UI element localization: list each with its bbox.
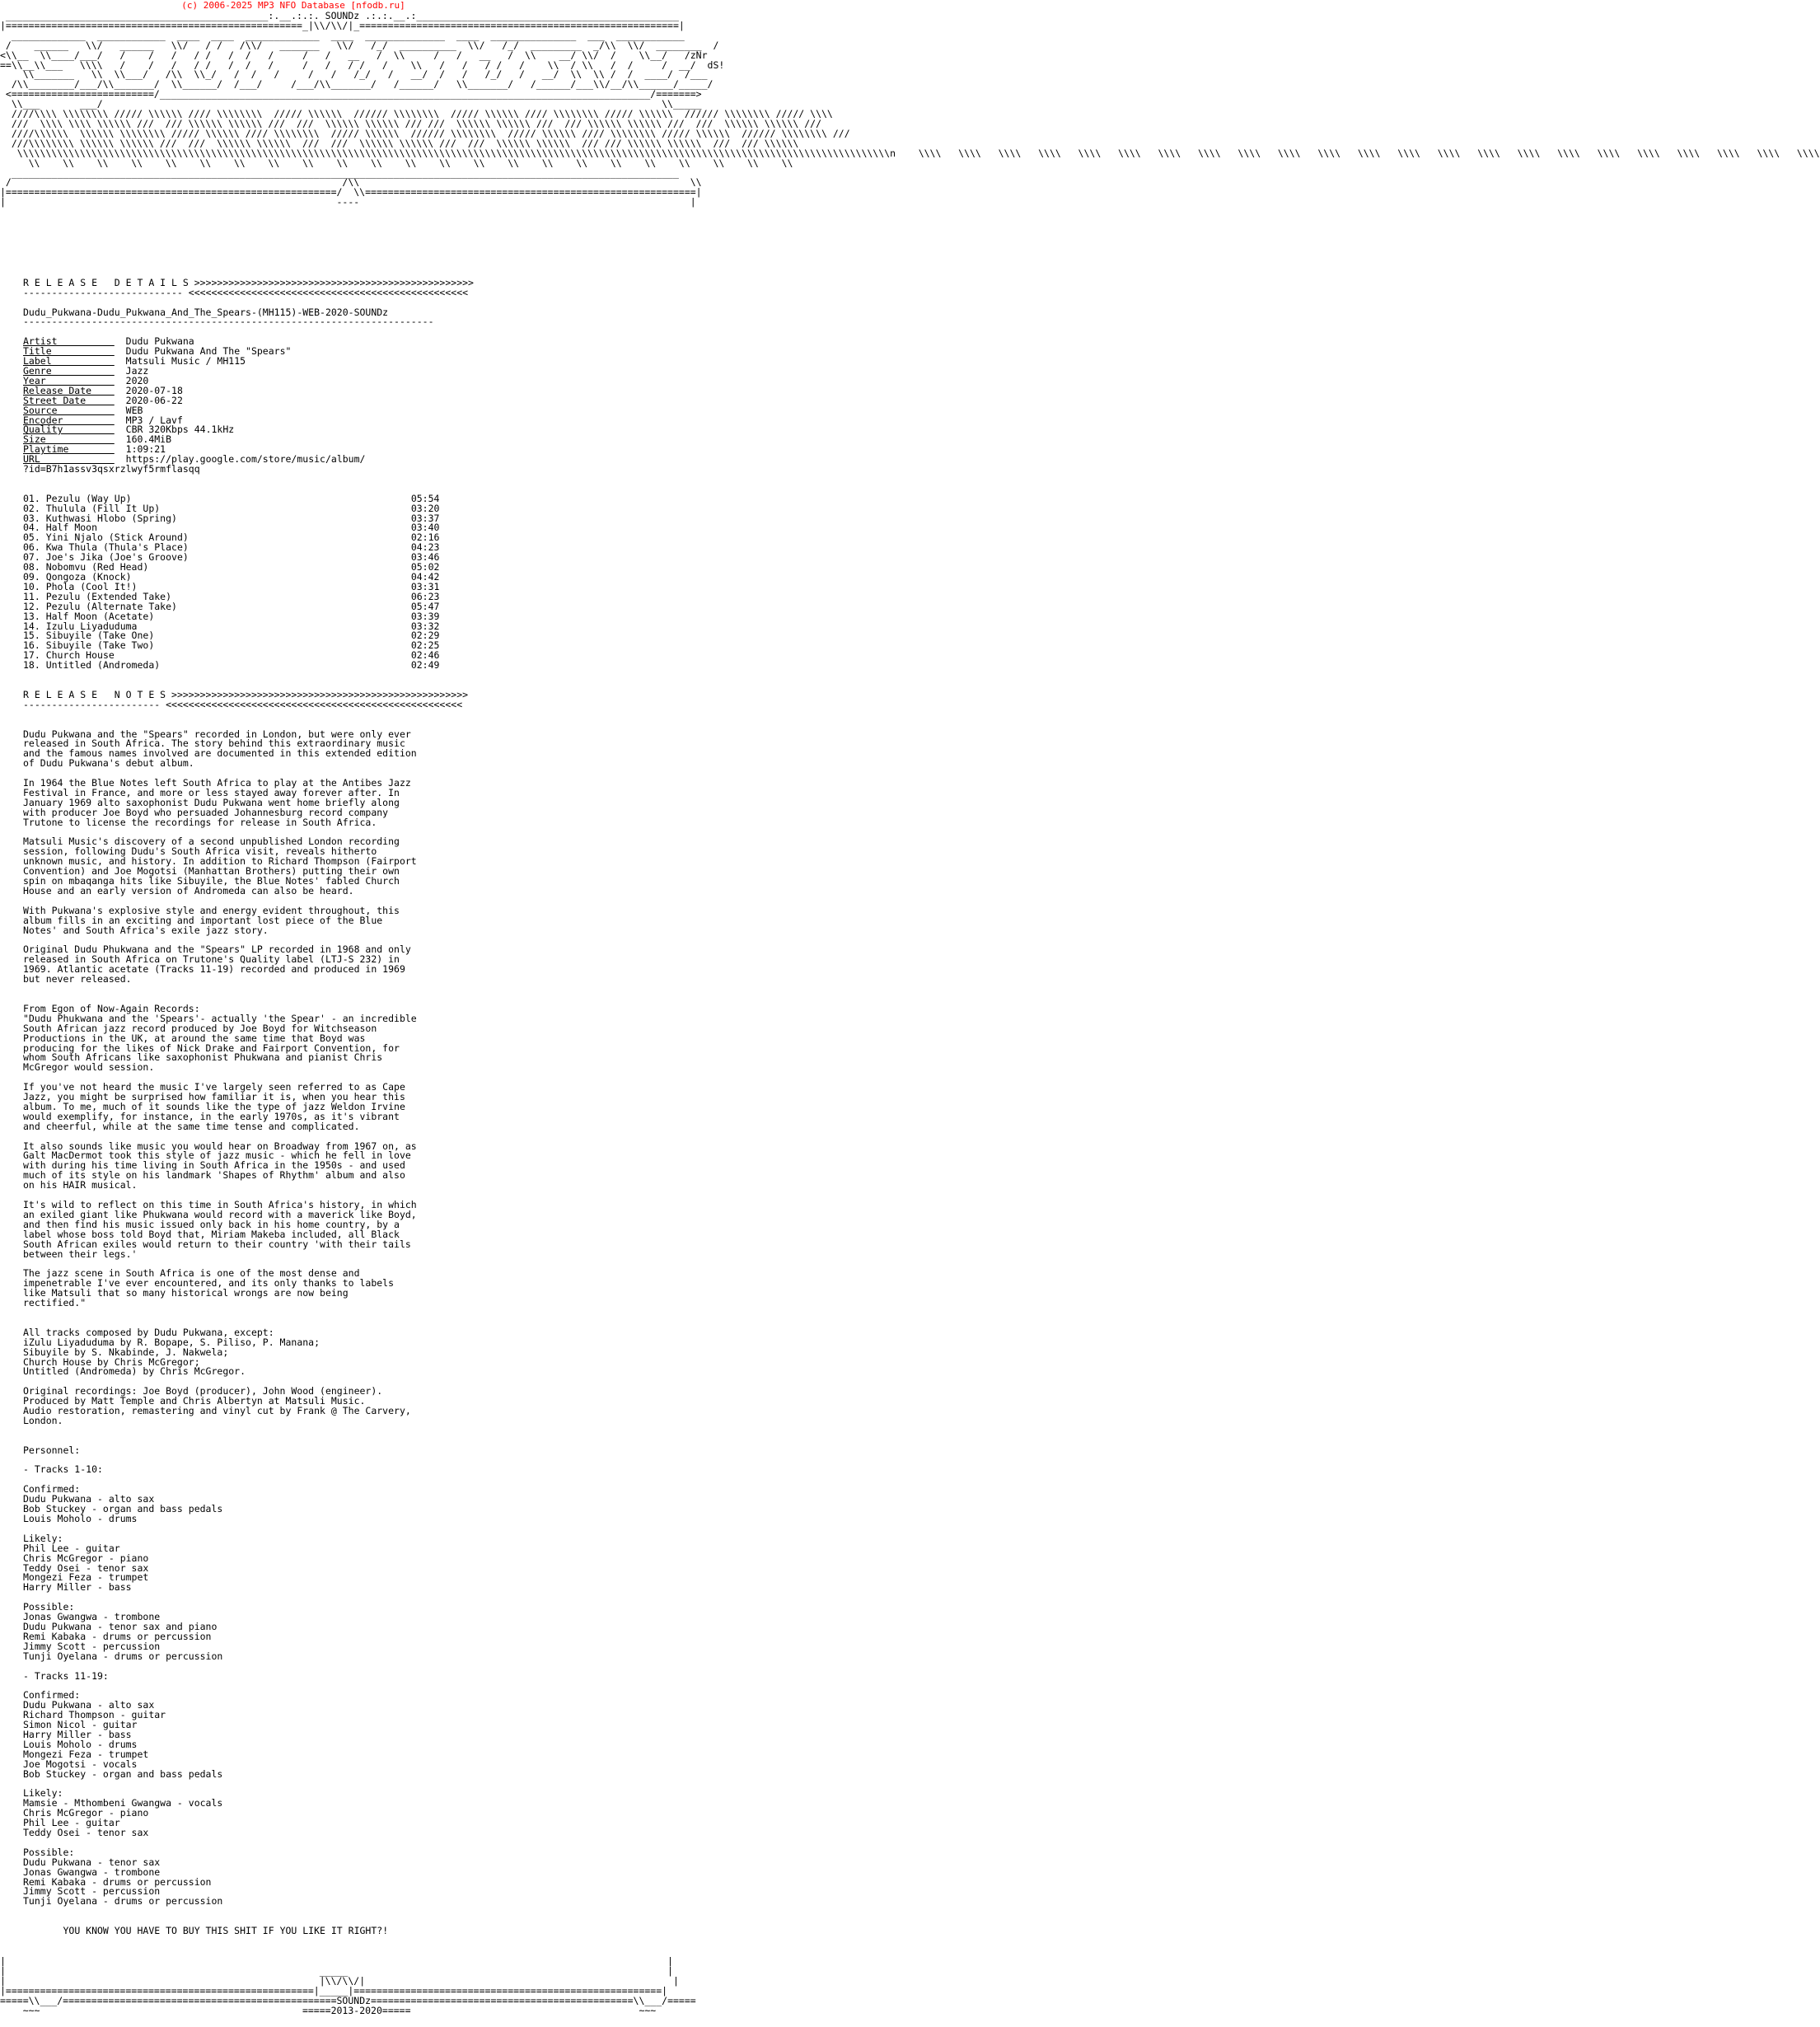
track-time: 02:49	[410, 659, 440, 672]
detail-value-url: https://play.google.com/store/music/album/ ?id=B7h1assv3qsxrzlwyf5rmflasqq	[23, 453, 366, 475]
track-number: 18.	[23, 659, 46, 672]
details-heading-arrows: >>>>>>>>>>>>>>>>>>>>>>>>>>>>>>>>>>>>>>>>>>>>>>>>>	[194, 276, 474, 288]
notes-heading-arrows-back: <<<<<<<<<<<<<<<<<<<<<<<<<<<<<<<<<<<<<<<<<<<<<<<<<<<<	[166, 698, 463, 710]
track-number: 09.	[23, 571, 46, 583]
track-time: 02:46	[410, 649, 440, 662]
track-time: 03:46	[410, 551, 440, 564]
detail-label-url: URL	[23, 453, 115, 466]
track-time: 05:47	[410, 600, 440, 612]
track-title: Phola (Cool It!)	[45, 580, 411, 592]
nfo-release-text: R E L E A S E D E T A I L S >>>>>>>>>>>>>>>>>>>>>>>>>>>>>>>>>>>>>>>>>>>>>>>>> ---------------------------- <<<<<<<<<<<<<<<<<<<<<<<<<<<<<<<<<<<<<<<<<<<<<<<<< Dudu_Pukwana-Dudu_Pukwana_And_The_Spears-(MH115)-WEB-2020-SOUNDz ------------------------------------------------------------------------ Artist Dudu Pukwana Title Dudu Pukwana And The "Spears" Label Matsuli Music / MH115 Genre Jazz Year 2020 Release Date 2020-07-18 Street Date 2020-06-22 Source WEB Encoder MP3 / Lavf Quality CBR 320Kbps 44.1kHz Size 160.4MiB Playtime 1:09:21 URL https://play.google.com/store/music/album/ ?id=B7h1assv3qsxrzlwyf5rmflasqq 01. Pezulu (Way Up) 05:54 02. Thulula (Fill It Up) 03:20 03. Kuthwasi Hlobo (Spring) 03:37 04. Half Moon 03:40 05. Yini Njalo (Stick Around) 02:16 06. Kwa Thula (Thula's Place) 04:23 07. Joe's Jika (Joe's Groove) 03:46 08. Nobomvu (Red Head) 05:02 09. Qongoza (Knock) 04:42 10. Phola (Cool It!) 03:31 11. Pezulu (Extended Take) 06:23 12. Pezulu (Alternate Take) 05:47 13. Half Moon (Acetate) 03:39 14. Izulu Liyaduduma 03:32 15. Sibuyile (Take One) 02:29 16. Sibuyile (Take Two) 02:25 17. Church House 02:46 18. Untitled (Andromeda) 02:49 R E L E A S E N O T E S >>>>>>>>>>>>>>>>>>>>>>>>>>>>>>>>>>>>>>>>>>>>>>>>>>>> ------------------------ <<<<<<<<<<<<<<<<<<<<<<<<<<<<<<<<<<<<<<<<<<<<<<<<<<<< Dudu Pukwana and the "Spears" recorded in London, but were only ever released in South Africa. The story behind this extraordinary music and the famous names involved are documented in this extended edition of Dudu Pukwana's debut album. In 1964 the Blue Notes left South Africa to play at the Antibes Jazz Festival in France, and more or less stayed away forever after. In January 1969 alto saxophonist Dudu Pukwana went home briefly along with producer Joe Boyd who persuaded Johannesburg record company Trutone to license the recordings for release in South Africa. Matsuli Music's discovery of a second unpublished London recording session, following Dudu's South Africa visit, reveals hitherto unknown music, and history. In addition to Richard Thompson (Fairport Convention) and Joe Mogotsi (Manhattan Brothers) putting their own spin on mbaqanga hits like Sibuyile, the Blue Notes' fabled Church House and an early version of Andromeda can also be heard. With Pukwana's explosive style and energy evident throughout, this album fills in an exciting and important lost piece of the Blue Notes' and South Africa's exile jazz story. Original Dudu Phukwana and the "Spears" LP recorded in 1968 and only released in South Africa on Trutone's Quality label (LTJ-S 232) in 1969. Atlantic acetate (Tracks 11-19) recorded and produced in 1969 but never released. From Egon of Now-Again Records: "Dudu Phukwana and the 'Spears'- actually 'the Spear' - an incredible South African jazz record produced by Joe Boyd for Witchseason Productions in the UK, at around the same time that Boyd was producing for the likes of Nick Drake and Fairport Convention, for whom South Africans like saxophonist Phukwana and pianist Chris McGregor would session. If you've not heard the music I've largely seen referred to as Cape Jazz, you might be surprised how familiar it is, when you hear this album. To me, much of it sounds like the type of jazz Weldon Irvine would exemplify, for instance, in the early 1970s, as it's vibrant and cheerful, while at the same time tense and complicated. It also sounds like music you would hear on Broadway from 1967 on, as Galt MacDermot took this style of jazz music - which he fell in love with during his time living in South Africa in the 1950s - and used much of its style on his landmark 'Shapes of Rhythm' album and also on his HAIR musical. It's wild to reflect on this time in South Africa's history, in which an exiled giant like Phukwana would record with a maverick like Boyd, and then find his music issued only back in his home country, by a label whose boss told Boyd that, Miriam Makeba included, all Black South African exiles would return to their country 'with their tails between their legs.' The jazz scene in South Africa is one of the most dense and impenetrable I've ever encountered, and its only thanks to labels like Matsuli that so many historical wrongs are now being rectified." All tracks composed by Dudu Pukwana, except: iZulu Liyaduduma by R. Bopape, S. Piliso, P. Manana; Sibuyile by S. Nkabinde, J. Nakwela; Church House by Chris McGregor; Untitled (Andromeda) by Chris McGregor. Original recordings: Joe Boyd (producer), John Wood (engineer). Produced by Matt Temple and Chris Albertyn at Matsuli Music. Audio restoration, remastering and vinyl cut by Frank @ The Carvery, London. Personnel: - Tracks 1-10: Confirmed: Dudu Pukwana - alto sax Bob Stuckey - organ and bass pedals Louis Moholo - drums Likely: Phil Lee - guitar Chris McGregor - piano Teddy Osei - tenor sax Mongezi Feza - trumpet Harry Miller - bass Possible: Jonas Gwangwa - trombone Dudu Pukwana - tenor sax and piano Remi Kabaka - drums or percussion Jimmy Scott - percussion Tunji Oyelana - drums or percussion - Tracks 11-19: Confirmed: Dudu Pukwana - alto sax Richard Thompson - guitar Simon Nicol - guitar Harry Miller - bass Louis Moholo - drums Mongezi Feza - trumpet Joe Mogotsi - vocals Bob Stuckey - organ and bass pedals Likely: Mamsie - Mthombeni Gwangwa - vocals Chris McGregor - piano Phil Lee - guitar Teddy Osei - tenor sax Possible: Dudu Pukwana - tenor sax Jonas Gwangwa - trombone Remi Kabaka - drums or percussion Jimmy Scott - percussion Tunji Oyelana - drums or percussion YOU KNOW YOU HAVE TO BUY THIS SHIT IF YOU LIKE IT RIGHT?!	[23, 276, 474, 1937]
track-time: 03:40	[410, 522, 440, 534]
detail-value-playtime: 1:09:21	[125, 443, 166, 456]
notes-heading-arrows: >>>>>>>>>>>>>>>>>>>>>>>>>>>>>>>>>>>>>>>>>>>>>>>>>>>>	[171, 688, 469, 700]
footer-brand: SOUNDz	[336, 1994, 372, 2006]
soundz-logo-ascii-art: ______________________________________________:.__.:.:. SOUNDz .:.:.__.:______________________________________________ |====================================================_|\\/\\/|_========================================================| _____________ ____________ ____ ____ _____________ ____ ______________ ____ _______________ ___ ____________ / ______ \\/ ______ \\/ / / /\\/ _______ \\/ /_/ __________ \\/ /_/ _________ _/\\ \\/ ________ / <\\__ \\____/___/ / / / / / / / / / / __ / \\ / / __ / \\ __/ \\/ / \\__/ /zNr ==\\__\\___ \\\\ / / / / / / / / / / / / / \\ / / / / / \\ / \\ / / / __/ dS! \\_______ \\ \\___/ /\\ \\_/ / / / / / /_/ / __/ / / /_/ / __/ \\ \\ / / ____/ /___ /\\________/___/\\_______/ \\______/ /___/ /___/\\_______/ /______/ \\_______/ /______/___\\/__/\\______/_____/ <=========================/______________________________________________________________________________________/=======> \\___ ___/ \\_____ ////\\\\ \\\\\\\\ ///// \\\\\\ //// \\\\\\\\ ///// \\\\\\ ////// \\\\\\\\ ///// \\\\\\ //// \\\\\\\\ ///// \\\\\\ ////// \\\\\\\\ ///// \\\\ /// \\\\ \\\\ \\\\\\ /// /// \\\\\\ \\\\\\ /// /// \\\\\\ \\\\\\ /// /// \\\\\\ \\\\\\ /// /// \\\\\\ \\\\\\ /// /// \\\\\\ \\\\\\ /// ////\\\\\\ \\\\\\ \\\\\\\\ ///// \\\\\\ //// \\\\\\\\ ///// \\\\\\ ////// \\\\\\\\ ///// \\\\\\ //// \\\\\\\\ ///// \\\\\\ ////// \\\\\\\\ /// ///\\\\\\\\ \\\\\\ \\\\\\ /// /// \\\\\\ \\\\\\ /// /// \\\\\\ \\\\\\ /// /// \\\\\\ \\\\\\ /// /// \\\\\\ \\\\\\ /// /// \\\\\\ \\\\\\\\\\\\\\\\\\\\\\\\\\\\\\\\\\\\\\\\\\\\\\\\\\\\\\\\\\\\\\\\\\\\\\\\\\\\\\\\\\\\\\\\\\\\\\\\\\\\\\\\\\\\\\\\\\\\\\\\\\\\\\\\\\\\\\\\\\\\\\\\\\\\\\\\\n \\\\ \\\\ \\\\ \\\\ \\\\ \\\\ \\\\ \\\\ \\\\ \\\\ \\\\ \\\\ \\\\ \\\\ \\\\ \\\\ \\\\ \\\\ \\\\ \\\\ \\\\ \\\\ \\\\ \\ \\ \\ \\ \\ \\ \\ \\ \\ \\ \\ \\ \\ \\ \\ \\ \\ \\ \\ \\ \\ \\ \\ _____________________________________________________________________________________________________________________ / /\\ \\ |==========================================================/ \\==========================================================| | ---- |	[0, 10, 1820, 208]
track-title: Nobomvu (Red Head)	[45, 561, 411, 573]
track-title: Kwa Thula (Thula's Place)	[45, 541, 411, 554]
track-row	[23, 659, 439, 671]
track-time: 03:20	[410, 502, 440, 514]
track-title: Sibuyile (Take One)	[45, 630, 411, 642]
detail-value-encoder: MP3 / Lavf	[125, 414, 183, 426]
track-title: Half Moon	[45, 522, 411, 534]
detail-label-size: Size	[23, 433, 115, 446]
detail-label-title: Title	[23, 345, 115, 358]
notes-heading: R E L E A S E N O T E S	[23, 688, 166, 700]
detail-label-year: Year	[23, 374, 115, 386]
track-title: Untitled (Andromeda)	[45, 659, 411, 672]
detail-label-playtime: Playtime	[23, 443, 115, 456]
detail-value-source: WEB	[125, 404, 143, 416]
track-number: 11.	[23, 590, 46, 602]
track-number: 17.	[23, 649, 46, 662]
track-title: Pezulu (Way Up)	[45, 492, 411, 504]
track-title: Pezulu (Alternate Take)	[45, 600, 411, 612]
track-title: Kuthwasi Hlobo (Spring)	[45, 512, 411, 524]
track-title: Pezulu (Extended Take)	[45, 590, 411, 602]
track-time: 03:39	[410, 610, 440, 622]
track-title: Half Moon (Acetate)	[45, 610, 411, 622]
track-number: 08.	[23, 561, 46, 573]
track-number: 03.	[23, 512, 46, 524]
track-time: 03:32	[410, 620, 440, 632]
detail-value-street-date: 2020-06-22	[125, 394, 183, 406]
details-heading-arrows-back: <<<<<<<<<<<<<<<<<<<<<<<<<<<<<<<<<<<<<<<<<<<<<<<<<	[188, 286, 469, 298]
nfo-footer-art: | | | _____ | | |\\/\\/| | |======================================================|_____|======================================================| =====\\___/================================================SOUNDz==============================================\\___/===== ~~~ =====2013-2020===== ~~~	[0, 1955, 696, 2016]
detail-label-source: Source	[23, 404, 115, 416]
track-number: 15.	[23, 630, 46, 642]
detail-value-label: Matsuli Music / MH115	[125, 355, 246, 367]
track-title: Thulula (Fill It Up)	[45, 502, 411, 514]
detail-label-quality: Quality	[23, 424, 115, 436]
detail-label-artist: Artist	[23, 335, 115, 348]
track-time: 06:23	[410, 590, 440, 602]
detail-label-genre: Genre	[23, 364, 115, 377]
track-time: 03:37	[410, 512, 440, 524]
track-number: 01.	[23, 492, 46, 504]
track-title: Izulu Liyaduduma	[45, 620, 411, 632]
detail-value-artist: Dudu Pukwana	[125, 335, 194, 348]
track-time: 04:42	[410, 571, 440, 583]
detail-value-size: 160.4MiB	[125, 433, 172, 446]
detail-value-genre: Jazz	[125, 364, 149, 377]
track-number: 12.	[23, 600, 46, 612]
track-time: 02:29	[410, 630, 440, 642]
detail-value-title: Dudu Pukwana And The "Spears"	[125, 345, 292, 358]
track-number: 16.	[23, 639, 46, 652]
detail-label-release-date: Release Date	[23, 384, 115, 396]
track-title: Qongoza (Knock)	[45, 571, 411, 583]
track-number: 04.	[23, 522, 46, 534]
detail-value-release-date: 2020-07-18	[125, 384, 183, 396]
detail-value-quality: CBR 320Kbps 44.1kHz	[125, 424, 235, 436]
track-time: 02:25	[410, 639, 440, 652]
track-time: 05:02	[410, 561, 440, 573]
detail-label-label: Label	[23, 355, 115, 367]
track-time: 03:31	[410, 580, 440, 592]
detail-value-year: 2020	[125, 374, 149, 386]
track-number: 13.	[23, 610, 46, 622]
track-time: 05:54	[410, 492, 440, 504]
track-number: 14.	[23, 620, 46, 632]
track-time: 04:23	[410, 541, 440, 554]
footer-badge: |\\/\\/|	[319, 1974, 366, 1987]
track-time: 02:16	[410, 531, 440, 544]
track-number: 10.	[23, 580, 46, 592]
track-number: 02.	[23, 502, 46, 514]
track-title: Church House	[45, 649, 411, 662]
detail-label-encoder: Encoder	[23, 414, 115, 426]
nfodb-copyright-link[interactable]: (c) 2006-2025 MP3 NFO Database [nfodb.ru]	[181, 0, 405, 11]
closing-line: YOU KNOW YOU HAVE TO BUY THIS SHIT IF YOU LIKE IT RIGHT?!	[63, 1925, 389, 1937]
details-heading: R E L E A S E D E T A I L S	[23, 276, 189, 288]
release-name: Dudu_Pukwana-Dudu_Pukwana_And_The_Spears-(MH115)-WEB-2020-SOUNDz	[23, 306, 389, 318]
detail-label-street-date: Street Date	[23, 394, 115, 406]
footer-years: 2013-2020	[330, 2004, 382, 2016]
track-number: 06.	[23, 541, 46, 554]
track-title: Yini Njalo (Stick Around)	[45, 531, 411, 544]
release-notes-body: Dudu Pukwana and the "Spears" recorded in London, but were only ever released in South Africa. The story behind this extraordinary music and the famous names involved are documented in this extended edition of Dudu Pukwana's debut album. In 1964 the Blue Notes left South Africa to play at the Antibes Jazz Festival in France, and more or less stayed away forever after. In January 1969 alto saxophonist Dudu Pukwana went home briefly along with producer Joe Boyd who persuaded Johannesburg record company Trutone to license the recordings for release in South Africa. Matsuli Music's discovery of a second unpublished London recording session, following Dudu's South Africa visit, reveals hitherto unknown music, and history. In addition to Richard Thompson (Fairport Convention) and Joe Mogotsi (Manhattan Brothers) putting their own spin on mbaqanga hits like Sibuyile, the Blue Notes' fabled Church House and an early version of Andromeda can also be heard. With Pukwana's explosive style and energy evident throughout, this album fills in an exciting and important lost piece of the Blue Notes' and South Africa's exile jazz story. Original Dudu Phukwana and the "Spears" LP recorded in 1968 and only released in South Africa on Trutone's Quality label (LTJ-S 232) in 1969. Atlantic acetate (Tracks 11-19) recorded and produced in 1969 but never released. From Egon of Now-Again Records: "Dudu Phukwana and the 'Spears'- actually 'the Spear' - an incredible South African jazz record produced by Joe Boyd for Witchseason Productions in the UK, at around the same time that Boyd was producing for the likes of Nick Drake and Fairport Convention, for whom South Africans like saxophonist Phukwana and pianist Chris McGregor would session. If you've not heard the music I've largely seen referred to as Cape Jazz, you might be surprised how familiar it is, when you hear this album. To me, much of it sounds like the type of jazz Weldon Irvine would exemplify, for instance, in the early 1970s, as it's vibrant and cheerful, while at the same time tense and complicated. It also sounds like music you would hear on Broadway from 1967 on, as Galt MacDermot took this style of jazz music - which he fell in love with during his time living in South Africa in the 1950s - and used much of its style on his landmark 'Shapes of Rhythm' album and also on his HAIR musical. It's wild to reflect on this time in South Africa's history, in which an exiled giant like Phukwana would record with a maverick like Boyd, and then find his music issued only back in his home country, by a label whose boss told Boyd that, Miriam Makeba included, all Black South African exiles would return to their country 'with their tails between their legs.' The jazz scene in South Africa is one of the most dense and impenetrable I've ever encountered, and its only thanks to labels like Matsuli that so many historical wrongs are now being rectified." All tracks composed by Dudu Pukwana, except: iZulu Liyaduduma by R. Bopape, S. Piliso, P. Manana; Sibuyile by S. Nkabinde, J. Nakwela; Church House by Chris McGregor; Untitled (Andromeda) by Chris McGregor. Original recordings: Joe Boyd (producer), John Wood (engineer). Produced by Matt Temple and Chris Albertyn at Matsuli Music. Audio restoration, remastering and vinyl cut by Frank @ The Carvery, London. Personnel: - Tracks 1-10: Confirmed: Dudu Pukwana - alto sax Bob Stuckey - organ and bass pedals Louis Moholo - drums Likely: Phil Lee - guitar Chris McGregor - piano Teddy Osei - tenor sax Mongezi Feza - trumpet Harry Miller - bass Possible: Jonas Gwangwa - trombone Dudu Pukwana - tenor sax and piano Remi Kabaka - drums or percussion Jimmy Scott - percussion Tunji Oyelana - drums or percussion - Tracks 11-19: Confirmed: Dudu Pukwana - alto sax Richard Thompson - guitar Simon Nicol - guitar Harry Miller - bass Louis Moholo - drums Mongezi Feza - trumpet Joe Mogotsi - vocals Bob Stuckey - organ and bass pedals Likely: Mamsie - Mthombeni Gwangwa - vocals Chris McGregor - piano Phil Lee - guitar Teddy Osei - tenor sax Possible: Dudu Pukwana - tenor sax Jonas Gwangwa - trombone Remi Kabaka - drums or percussion Jimmy Scott - percussion Tunji Oyelana - drums or percussion	[23, 728, 417, 1908]
track-number: 05.	[23, 531, 46, 544]
track-title: Sibuyile (Take Two)	[45, 639, 411, 652]
track-title: Joe's Jika (Joe's Groove)	[45, 551, 411, 564]
track-number: 07.	[23, 551, 46, 564]
